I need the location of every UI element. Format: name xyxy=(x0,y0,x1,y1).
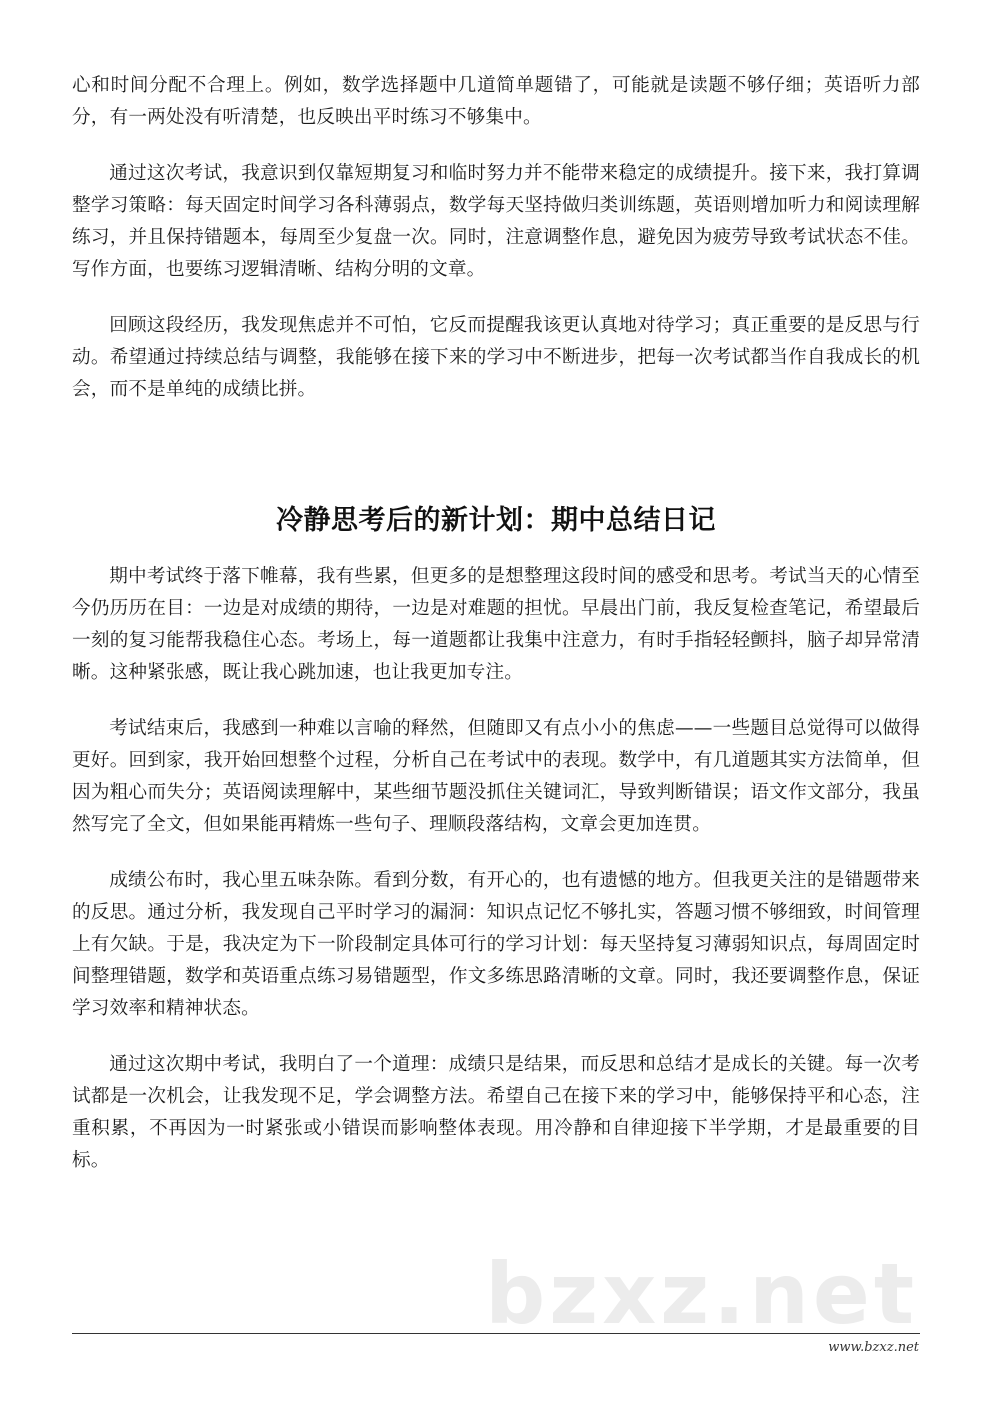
document-body xyxy=(72,70,920,1201)
section-paragraph-3: 成绩公布时，我心里五味杂陈。看到分数，有开心的，也有遗憾的地方。但我更关注的是错题带来的反思。通过分析，我发现自己平时学习的漏洞：知识点记忆不够扎实，答题习惯不够细致，时间管理上有欠缺。于是，我决定为下一阶段制定具体可行的学习计划：每天坚持复习薄弱知识点，每周固定时间整理错题，数学和英语重点练习易错题型，作文多练思路清晰的文章。同时，我还要调整作息，保证学习效率和精神状态。 xyxy=(72,870,920,1019)
intro-paragraph-1: 心和时间分配不合理上。例如，数学选择题中几道简单题错了，可能就是读题不够仔细；英语听力部分，有一两处没有听清楚，也反映出平时练习不够集中。 xyxy=(72,75,920,128)
footer-url: www.bzxz.net xyxy=(828,1340,919,1355)
section-title: 冷静思考后的新计划：期中总结日记 xyxy=(276,505,716,536)
watermark: bzxz.net xyxy=(485,1245,918,1343)
section-paragraph-4: 通过这次期中考试，我明白了一个道理：成绩只是结果，而反思和总结才是成长的关键。每一次考试都是一次机会，让我发现不足，学会调整方法。希望自己在接下来的学习中，能够保持平和心态，注重积累，不再因为一时紧张或小错误而影响整体表现。用冷静和自律迎接下半学期，才是最重要的目标。 xyxy=(72,1054,920,1171)
intro-paragraph-2: 通过这次考试，我意识到仅靠短期复习和临时努力并不能带来稳定的成绩提升。接下来，我打算调整学习策略：每天固定时间学习各科薄弱点，数学每天坚持做归类训练题，英语则增加听力和阅读理解练习，并且保持错题本，每周至少复盘一次。同时，注意调整作息，避免因为疲劳导致考试状态不佳。写作方面，也要练习逻辑清晰、结构分明的文章。 xyxy=(72,163,920,280)
section-paragraph-2: 考试结束后，我感到一种难以言喻的释然，但随即又有点小小的焦虑——一些题目总觉得可以做得更好。回到家，我开始回想整个过程，分析自己在考试中的表现。数学中，有几道题其实方法简单，但因为粗心而失分；英语阅读理解中，某些细节题没抓住关键词汇，导致判断错误；语文作文部分，我虽然写完了全文，但如果能再精炼一些句子、理顺段落结构，文章会更加连贯。 xyxy=(72,718,920,835)
section-paragraph-1: 期中考试终于落下帷幕，我有些累，但更多的是想整理这段时间的感受和思考。考试当天的心情至今仍历历在目：一边是对成绩的期待，一边是对难题的担忧。早晨出门前，我反复检查笔记，希望最后一刻的复习能帮我稳住心态。考场上，每一道题都让我集中注意力，有时手指轻轻颤抖，脑子却异常清晰。这种紧张感，既让我心跳加速，也让我更加专注。 xyxy=(72,566,920,683)
footer-divider xyxy=(72,1333,920,1334)
intro-paragraph-3: 回顾这段经历，我发现焦虑并不可怕，它反而提醒我该更认真地对待学习；真正重要的是反思与行动。希望通过持续总结与调整，我能够在接下来的学习中不断进步，把每一次考试都当作自我成长的机会，而不是单纯的成绩比拼。 xyxy=(72,315,920,400)
